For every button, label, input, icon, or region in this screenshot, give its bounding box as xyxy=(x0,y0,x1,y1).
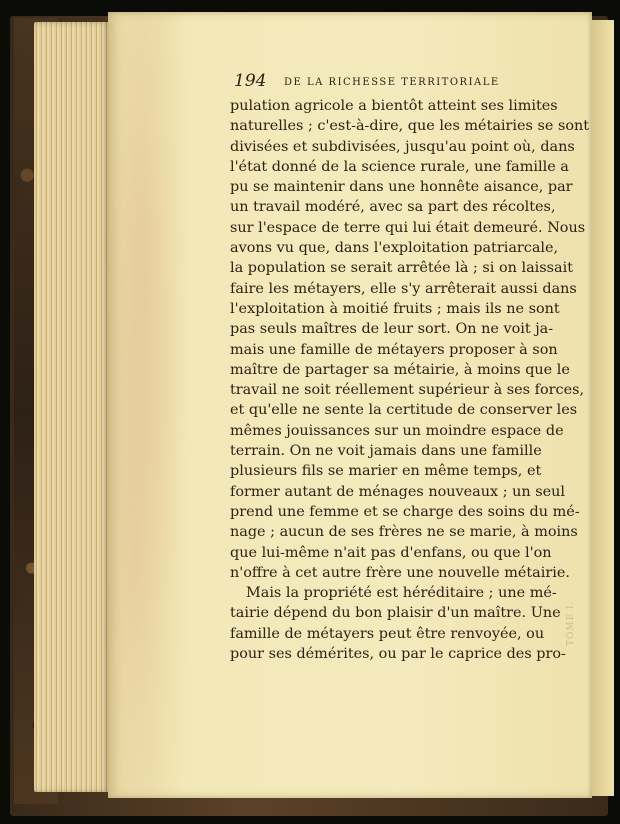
text-line: travail ne soit réellement supérieur à ses forces, xyxy=(230,382,585,399)
text-line: pulation agricole a bientôt atteint ses limites xyxy=(230,98,558,114)
text-line: tairie dépend du bon plaisir d'un maître. Une xyxy=(230,605,561,622)
text-line: pu se maintenir dans une honnête aisance, par xyxy=(230,179,573,196)
text-line: avons vu que, dans l'exploitation patriarcale, xyxy=(230,240,559,257)
text-line: et qu'elle ne sente la certitude de conserver les xyxy=(230,402,578,419)
text-line: Mais la propriété est héréditaire ; une mé- xyxy=(246,585,557,602)
text-line: un travail modéré, avec sa part des récoltes, xyxy=(230,199,556,216)
text-line: famille de métayers peut être renvoyée, ou xyxy=(230,625,545,642)
text-line: pour ses démérites, ou par le caprice des pro- xyxy=(230,646,566,663)
running-title: DE LA RICHESSE TERRITORIALE xyxy=(284,77,500,88)
text-line: maître de partager sa métairie, à moins que le xyxy=(230,361,570,378)
text-line: l'exploitation à moitié fruits ; mais ils ne sont xyxy=(230,300,560,317)
text-line: prend une femme et se charge des soins du mé- xyxy=(230,503,580,520)
text-line: pas seuls maîtres de leur sort. On ne voit ja- xyxy=(230,321,554,338)
facing-page-edge xyxy=(592,20,614,796)
page-number: 194 xyxy=(234,71,267,91)
text-line: former autant de ménages nouveaux ; un seul xyxy=(230,483,566,500)
text-line: n'offre à cet autre frère une nouvelle métairie. xyxy=(230,564,570,581)
text-line: terrain. On ne voit jamais dans une famille xyxy=(230,443,542,460)
show-through-text: TOME I. xyxy=(566,600,576,646)
text-line: naturelles ; c'est-à-dire, que les métairies se sont xyxy=(230,118,590,135)
text-line: faire les métayers, elle s'y arrêterait aussi dans xyxy=(230,280,577,297)
text-line: nage ; aucun de ses frères ne se marie, à moins xyxy=(230,524,578,541)
page-edges xyxy=(34,22,110,792)
text-line: mais une famille de métayers proposer à son xyxy=(230,341,558,358)
text-line: l'état donné de la science rurale, une famille a xyxy=(230,158,569,175)
text-line: divisées et subdivisées, jusqu'au point où, dans xyxy=(230,138,575,155)
text-line: sur l'espace de terre qui lui était demeuré. Nous xyxy=(230,219,586,236)
text-line: la population se serait arrêtée là ; si on laissait xyxy=(230,260,573,277)
text-line: plusieurs fils se marier en même temps, et xyxy=(230,463,542,480)
text-line: mêmes jouissances sur un moindre espace de xyxy=(230,422,564,439)
text-line: que lui-même n'ait pas d'enfans, ou que l'on xyxy=(230,544,552,561)
page-stain xyxy=(108,12,198,798)
